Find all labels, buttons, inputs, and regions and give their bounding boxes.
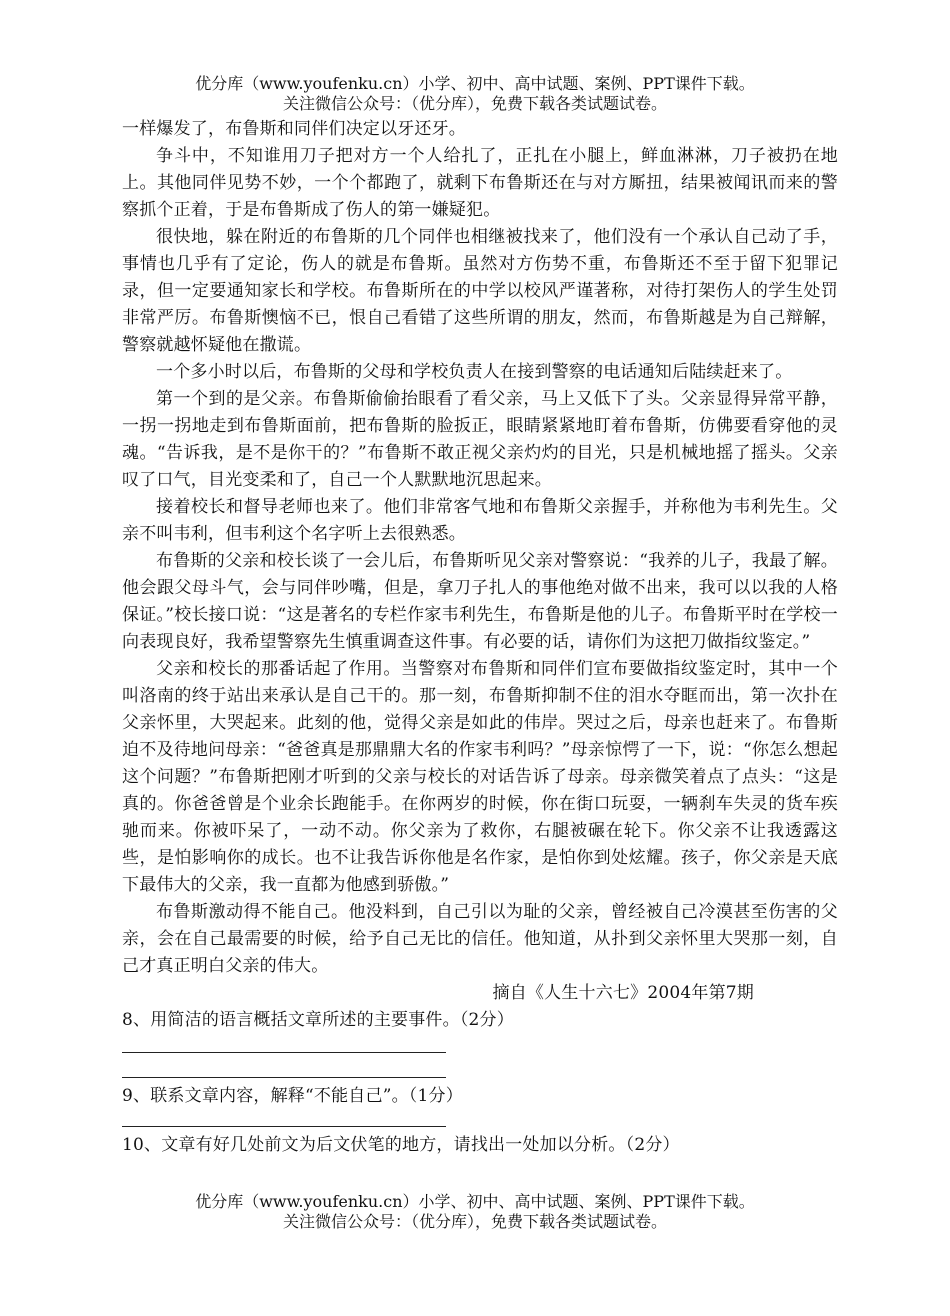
- article-paragraph-5: 第一个到的是父亲。布鲁斯偷偷抬眼看了看父亲，马上又低下了头。父亲显得异常平静，一拐一拐地走到布鲁斯面前，把布鲁斯的脸扳正，眼睛紧紧地盯着布鲁斯，仿佛要看穿他的灵魂。“告诉我，是不是你干的？”布鲁斯不敢正视父亲灼灼的目光，只是机械地摇了摇头。父亲叹了口气，目光变柔和了，自己一个人默默地沉思起来。: [122, 389, 838, 490]
- article-paragraph-7: 布鲁斯的父亲和校长谈了一会儿后，布鲁斯听见父亲对警察说：“我养的儿子，我最了解。他会跟父母斗气，会与同伴吵嘴，但是，拿刀子扎人的事他绝对做不出来，我可以以我的人格保证。”校长接口说：“这是著名的专栏作家韦利先生，布鲁斯是他的儿子。布鲁斯平时在学校一向表现良好，我希望警察先生慎重调查这件事。有必要的话，请你们为这把刀做指纹鉴定。”: [122, 551, 838, 652]
- question-9: 9、联系文章内容，解释“不能自己”。（1分）: [122, 1086, 463, 1106]
- article-paragraph-4: 一个多小时以后，布鲁斯的父母和学校负责人在接到警察的电话通知后陆续赶来了。: [156, 362, 793, 382]
- page-footer: [0, 1192, 950, 1232]
- header-site-line: 优分库（www.youfenku.cn）小学、初中、高中试题、案例、PPT课件下载。: [195, 74, 755, 93]
- document-body: [122, 116, 838, 1159]
- answer-line-q8-1: [122, 1052, 446, 1053]
- answer-line-q9: [122, 1126, 446, 1127]
- footer-wechat-line: 关注微信公众号：（优分库），免费下载各类试题试卷。: [282, 1212, 667, 1231]
- article-paragraph-9: 布鲁斯激动得不能自己。他没料到，自己引以为耻的父亲，曾经被自己冷漠甚至伤害的父亲，会在自己最需要的时候，给予自己无比的信任。他知道，从扑到父亲怀里大哭那一刻，自己才真正明白父亲的伟大。: [122, 902, 838, 976]
- article-paragraph-2: 争斗中，不知谁用刀子把对方一个人给扎了，正扎在小腿上，鲜血淋淋，刀子被扔在地上。其他同伴见势不妙，一个个都跑了，就剩下布鲁斯还在与对方厮扭，结果被闻讯而来的警察抓个正着，于是布鲁斯成了伤人的第一嫌疑犯。: [122, 146, 838, 220]
- article-paragraph-3: 很快地，躲在附近的布鲁斯的几个同伴也相继被找来了，他们没有一个承认自己动了手，事情也几乎有了定论，伤人的就是布鲁斯。虽然对方伤势不重，布鲁斯还不至于留下犯罪记录，但一定要通知家长和学校。布鲁斯所在的中学以校风严谨著称，对待打架伤人的学生处罚非常严厉。布鲁斯懊恼不已，恨自己看错了这些所谓的朋友，然而，布鲁斯越是为自己辩解，警察就越怀疑他在撒谎。: [122, 227, 838, 355]
- question-8: 8、用简洁的语言概括文章所述的主要事件。（2分）: [122, 1010, 514, 1030]
- article-paragraph-6: 接着校长和督导老师也来了。他们非常客气地和布鲁斯父亲握手，并称他为韦利先生。父亲不叫韦利，但韦利这个名字听上去很熟悉。: [122, 497, 838, 544]
- header-wechat-line: 关注微信公众号：（优分库），免费下载各类试题试卷。: [282, 94, 667, 113]
- article-source: 摘自《人生十六七》2004年第7期: [492, 983, 754, 1003]
- page-header: [0, 74, 950, 114]
- answer-line-q8-2: [122, 1077, 446, 1078]
- question-10: 10、文章有好几处前文为后文伏笔的地方，请找出一处加以分析。（2分）: [122, 1135, 680, 1155]
- footer-site-line: 优分库（www.youfenku.cn）小学、初中、高中试题、案例、PPT课件下载。: [195, 1192, 755, 1211]
- article-paragraph-1: 一样爆发了，布鲁斯和同伴们决定以牙还牙。: [122, 119, 466, 139]
- article-paragraph-8: 父亲和校长的那番话起了作用。当警察对布鲁斯和同伴们宣布要做指纹鉴定时，其中一个叫洛南的终于站出来承认是自己干的。那一刻，布鲁斯抑制不住的泪水夺眶而出，第一次扑在父亲怀里，大哭起来。此刻的他，觉得父亲是如此的伟岸。哭过之后，母亲也赶来了。布鲁斯迫不及待地问母亲：“爸爸真是那鼎鼎大名的作家韦利吗？”母亲惊愕了一下，说：“你怎么想起这个问题？”布鲁斯把刚才听到的父亲与校长的对话告诉了母亲。母亲微笑着点了点头：“这是真的。你爸爸曾是个业余长跑能手。在你两岁的时候，你在街口玩耍，一辆刹车失灵的货车疾驰而来。你被吓呆了，一动不动。你父亲为了救你，右腿被碾在轮下。你父亲不让我透露这些，是怕影响你的成长。也不让我告诉你他是名作家，是怕你到处炫耀。孩子，你父亲是天底下最伟大的父亲，我一直都为他感到骄傲。”: [122, 659, 838, 895]
